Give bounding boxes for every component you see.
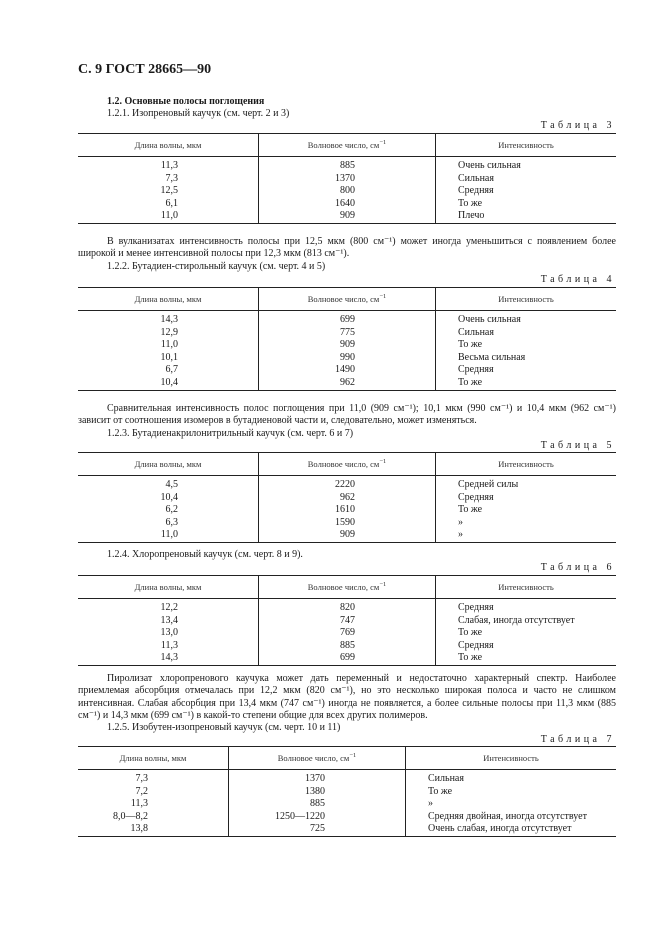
cell-wavenumber: 990 [259, 352, 436, 365]
cell-wavenumber: 962 [259, 492, 436, 505]
cell-wavenumber: 747 [259, 615, 436, 628]
page-header: С. 9 ГОСТ 28665—90 [78, 62, 212, 77]
table-4-caption: Таблица 4 [540, 274, 615, 285]
cell-intensity: То же [436, 652, 617, 665]
cell-wavenumber: 885 [259, 640, 436, 653]
cell-wavenumber: 775 [259, 327, 436, 340]
cell-wavelength: 11,3 [160, 160, 178, 171]
table-header-wavelength: Длина волны, мкм [78, 747, 229, 770]
cell-intensity: То же [436, 339, 617, 352]
table-row [78, 339, 616, 352]
cell-wavelength: 10,4 [160, 376, 178, 388]
table-row [78, 377, 616, 390]
paragraph-chloroprene-pyrolysate: Пиролизат хлоропренового каучука может дать переменный и недостаточно характерный спектр. Наиболее приемлемая абсорбция отмечалась при 12,2 мкм (820 см⁻¹), но это несколько широкая полоса и часто не слишком интенсивная. Слабая абсорбция при 13,4 мкм (747 см⁻¹) иногда не появляется, а более сильные полосы при 11,3 мкм (885 см⁻¹) и 14,3 мкм (699 см⁻¹) в какой-то степени общие для всех других полимеров. [78, 673, 616, 722]
cell-intensity: Сильная [406, 770, 617, 786]
cell-intensity: Средняя [436, 364, 617, 377]
cell-wavelength: 14,3 [160, 652, 178, 664]
table-header-intensity: Интенсивность [436, 576, 617, 599]
cell-wavenumber: 909 [259, 339, 436, 352]
table-5 [78, 452, 616, 543]
cell-wavenumber: 2220 [259, 476, 436, 492]
table-row [78, 786, 616, 799]
cell-wavelength: 6,3 [165, 516, 178, 528]
cell-wavelength: 6,7 [165, 364, 178, 376]
paragraph-comparative-intensity: Сравнительная интенсивность полос поглощения при 11,0 (909 см⁻¹); 10,1 мкм (990 см⁻¹) и 10,4 мкм (962 см⁻¹) зависит от соотношения изомеров в бутадиеновой части и, следовательно, может изменяться. [78, 403, 616, 427]
table-header-wavenumber: Волновое число, $см^{-1}$ [259, 134, 436, 157]
cell-wavelength: 8,0—8,2 [113, 810, 148, 822]
cell-wavelength: 11,0 [160, 529, 178, 541]
cell-intensity: Сильная [436, 173, 617, 186]
cell-wavelength: 13,0 [160, 627, 178, 639]
cell-wavelength: 11,3 [130, 798, 148, 810]
cell-intensity: Очень сильная [436, 311, 617, 327]
cell-intensity: Средняя двойная, иногда отсутствует [406, 811, 617, 824]
table-5-caption: Таблица 5 [540, 440, 615, 451]
cell-intensity: Слабая, иногда отсутствует [436, 615, 617, 628]
table-row [78, 476, 616, 492]
table-row [78, 615, 616, 628]
table-row [78, 504, 616, 517]
cell-wavenumber: 1380 [229, 786, 406, 799]
table-7-caption: Таблица 7 [540, 734, 615, 745]
cell-wavenumber: 820 [259, 599, 436, 615]
table-header-wavelength: Длина волны, мкм [78, 288, 259, 311]
cell-wavelength: 12,5 [160, 185, 178, 197]
cell-wavenumber: 1590 [259, 517, 436, 530]
cell-intensity: Средняя [436, 599, 617, 615]
cell-wavelength: 7,2 [135, 785, 148, 797]
cell-intensity: Очень сильная [436, 157, 617, 173]
cell-intensity: » [436, 529, 617, 542]
cell-wavenumber: 962 [259, 377, 436, 390]
cell-wavelength: 7,3 [165, 172, 178, 184]
cell-intensity: Плечо [436, 210, 617, 223]
table-row [78, 364, 616, 377]
table-header-wavenumber: Волновое число, $см^{-1}$ [259, 576, 436, 599]
cell-wavelength: 4,5 [165, 479, 178, 490]
cell-wavelength: 7,3 [135, 773, 148, 784]
table-row [78, 210, 616, 223]
cell-intensity: То же [436, 377, 617, 390]
table-row [78, 327, 616, 340]
table-row [78, 770, 616, 786]
table-6-caption: Таблица 6 [540, 562, 615, 573]
table-row [78, 185, 616, 198]
table-row [78, 173, 616, 186]
cell-wavenumber: 699 [259, 652, 436, 665]
cell-wavelength: 12,2 [160, 602, 178, 613]
cell-wavenumber: 909 [259, 529, 436, 542]
cell-intensity: Средняя [436, 185, 617, 198]
table-row [78, 798, 616, 811]
cell-intensity: То же [436, 627, 617, 640]
cell-wavenumber: 725 [229, 823, 406, 836]
paragraph-vulcanizates: В вулканизатах интенсивность полосы при 12,5 мкм (800 см⁻¹) может иногда уменьшиться с появлением более широкой и менее интенсивной полосы при 12,3 мкм (813 см⁻¹). [78, 236, 616, 260]
cell-wavenumber: 769 [259, 627, 436, 640]
subsection-1-2-2: 1.2.2. Бутадиен-стирольный каучук (см. черт. 4 и 5) [107, 261, 326, 272]
cell-intensity: Весьма сильная [436, 352, 617, 365]
cell-wavelength: 12,9 [160, 326, 178, 338]
table-header-intensity: Интенсивность [406, 747, 617, 770]
table-header-wavenumber: Волновое число, $см^{-1}$ [259, 288, 436, 311]
cell-wavenumber: 1370 [229, 770, 406, 786]
cell-wavelength: 13,4 [160, 614, 178, 626]
table-3-caption: Таблица 3 [540, 120, 615, 131]
cell-wavelength: 10,4 [160, 491, 178, 503]
cell-intensity: » [406, 798, 617, 811]
cell-wavenumber: 909 [259, 210, 436, 223]
table-row [78, 311, 616, 327]
table-row [78, 652, 616, 665]
cell-intensity: То же [436, 504, 617, 517]
cell-wavelength: 14,3 [160, 314, 178, 325]
table-header-wavenumber: Волновое число, $см^{-1}$ [259, 453, 436, 476]
cell-intensity: Средняя [436, 640, 617, 653]
table-row [78, 352, 616, 365]
cell-intensity: То же [406, 786, 617, 799]
subsection-1-2-1: 1.2.1. Изопреновый каучук (см. черт. 2 и 3) [107, 108, 290, 119]
cell-intensity: Очень слабая, иногда отсутствует [406, 823, 617, 836]
subsection-1-2-3: 1.2.3. Бутадиенакрилонитрильный каучук (см. черт. 6 и 7) [107, 428, 354, 439]
cell-wavenumber: 1490 [259, 364, 436, 377]
cell-wavelength: 6,2 [165, 504, 178, 516]
cell-wavelength: 11,0 [160, 210, 178, 222]
table-header-wavelength: Длина волны, мкм [78, 576, 259, 599]
table-row [78, 823, 616, 836]
cell-wavelength: 13,8 [130, 823, 148, 835]
table-header-intensity: Интенсивность [436, 453, 617, 476]
cell-wavenumber: 1610 [259, 504, 436, 517]
subsection-1-2-5: 1.2.5. Изобутен-изопреновый каучук (см. черт. 10 и 11) [107, 722, 341, 733]
cell-wavenumber: 885 [259, 157, 436, 173]
cell-wavenumber: 1640 [259, 198, 436, 211]
table-row [78, 811, 616, 824]
table-row [78, 157, 616, 173]
table-header-intensity: Интенсивность [436, 134, 617, 157]
cell-wavelength: 6,1 [165, 197, 178, 209]
subsection-1-2-4: 1.2.4. Хлоропреновый каучук (см. черт. 8 и 9). [107, 549, 303, 560]
table-header-wavelength: Длина волны, мкм [78, 453, 259, 476]
table-3 [78, 133, 616, 224]
cell-wavenumber: 800 [259, 185, 436, 198]
table-row [78, 599, 616, 615]
table-4 [78, 287, 616, 391]
cell-wavenumber: 1370 [259, 173, 436, 186]
cell-wavenumber: 699 [259, 311, 436, 327]
cell-wavenumber: 885 [229, 798, 406, 811]
cell-wavelength: 10,1 [160, 351, 178, 363]
cell-intensity: » [436, 517, 617, 530]
table-7 [78, 746, 616, 837]
table-row [78, 529, 616, 542]
table-row [78, 627, 616, 640]
cell-intensity: Средней силы [436, 476, 617, 492]
table-row [78, 640, 616, 653]
table-header-intensity: Интенсивность [436, 288, 617, 311]
cell-wavenumber: 1250—1220 [229, 811, 406, 824]
table-row [78, 492, 616, 505]
table-row [78, 517, 616, 530]
table-6 [78, 575, 616, 666]
table-row [78, 198, 616, 211]
cell-intensity: Сильная [436, 327, 617, 340]
cell-intensity: Средняя [436, 492, 617, 505]
cell-wavelength: 11,3 [160, 639, 178, 651]
table-header-wavenumber: Волновое число, $см^{-1}$ [229, 747, 406, 770]
cell-wavelength: 11,0 [160, 339, 178, 351]
table-header-wavelength: Длина волны, мкм [78, 134, 259, 157]
section-title: 1.2. Основные полосы поглощения [107, 96, 265, 107]
cell-intensity: То же [436, 198, 617, 211]
